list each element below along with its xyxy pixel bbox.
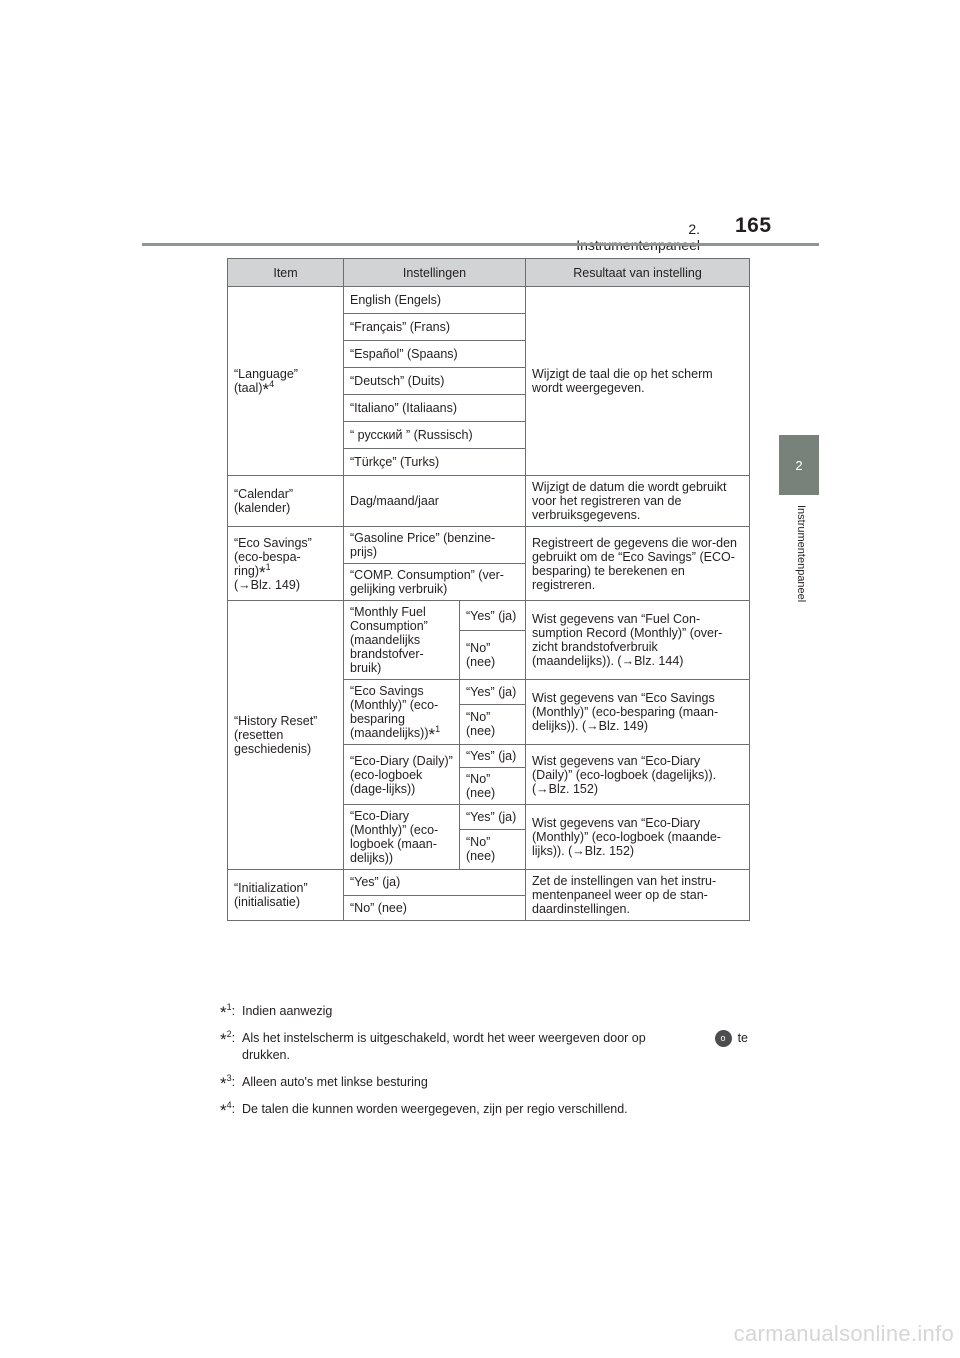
- settings-table: [227, 258, 750, 921]
- setting-no: “No” (nee): [344, 895, 526, 921]
- table-header-row: [228, 259, 750, 287]
- footnote: *$^4$: De talen die kunnen worden weergegeven, zijn per regio verschillend.: [220, 1100, 628, 1121]
- chapter-tab[interactable]: [779, 435, 819, 495]
- table-row: [228, 601, 750, 631]
- item-initialization: “Initialization” (initialisatie): [228, 870, 344, 921]
- table-row: [228, 870, 750, 896]
- setting-option: “Türkçe” (Turks): [344, 449, 526, 476]
- column-header-item: Item: [228, 259, 344, 287]
- setting-no: “No” (nee): [460, 631, 526, 680]
- history-group-name: “Eco-Diary (Daily)” (eco-logboek (dage-lijks)): [344, 745, 460, 805]
- setting-no: “No” (nee): [460, 768, 526, 805]
- page-number: 165: [735, 214, 772, 237]
- setting-option: Dag/maand/jaar: [344, 476, 526, 527]
- setting-option: “Español” (Spaans): [344, 341, 526, 368]
- table-row: [228, 476, 750, 527]
- setting-option: “Italiano” (Italiaans): [344, 395, 526, 422]
- history-group-name: “Eco Savings (Monthly)” (eco-besparing (maandelijks))*$^1$: [344, 680, 460, 745]
- footnote: *$^3$: Alleen auto's met linkse besturing: [220, 1073, 428, 1094]
- column-header-settings: Instellingen: [344, 259, 526, 287]
- item-eco-savings: “Eco Savings” (eco-bespa-ring)*$^1$ (→Blz. 149): [228, 527, 344, 601]
- setting-yes: “Yes” (ja): [344, 870, 526, 896]
- setting-option: “COMP. Consumption” (ver-gelijking verbruik): [344, 564, 526, 601]
- setting-option: “Deutsch” (Duits): [344, 368, 526, 395]
- setting-yes: “Yes” (ja): [460, 601, 526, 631]
- footnote: *$^2$: Als het instelscherm is uitgeschakeld, wordt het weer weergeven door op o te drukken.: [220, 1028, 748, 1063]
- item-language: “Language” (taal)*$^4$: [228, 287, 344, 476]
- setting-no: “No” (nee): [460, 829, 526, 869]
- history-group-result: Wist gegevens van “Fuel Con-sumption Record (Monthly)” (over-zicht brandstofverbruik (maandelijks)). (→Blz. 144): [526, 601, 750, 680]
- history-group-result: Wist gegevens van “Eco-Diary (Monthly)” (eco-logboek (maande-lijks)). (→Blz. 152): [526, 805, 750, 870]
- dial-button-icon: o: [715, 1030, 732, 1047]
- item-calendar: “Calendar” (kalender): [228, 476, 344, 527]
- footnotes: [220, 1003, 748, 1128]
- result-initialization: Zet de instellingen van het instru-mentenpaneel weer op de stan-daardinstellingen.: [526, 870, 750, 921]
- setting-yes: “Yes” (ja): [460, 805, 526, 830]
- column-header-result: Resultaat van instelling: [526, 259, 750, 287]
- history-group-name: “Eco-Diary (Monthly)” (eco-logboek (maan-delijks)): [344, 805, 460, 870]
- history-group-result: Wist gegevens van “Eco Savings (Monthly)” (eco-besparing (maan-delijks)). (→Blz. 149): [526, 680, 750, 745]
- chapter-number: 2: [795, 457, 803, 473]
- result-calendar: Wijzigt de datum die wordt gebruikt voor het registreren van de verbruiksgegevens.: [526, 476, 750, 527]
- table-row: [228, 287, 750, 314]
- setting-yes: “Yes” (ja): [460, 745, 526, 768]
- table-row: [228, 527, 750, 564]
- setting-option: “Gasoline Price” (benzine-prijs): [344, 527, 526, 564]
- setting-no: “No” (nee): [460, 704, 526, 744]
- result-language: Wijzigt de taal die op het scherm wordt weergegeven.: [526, 287, 750, 476]
- setting-option: English (Engels): [344, 287, 526, 314]
- history-group-result: Wist gegevens van “Eco-Diary (Daily)” (eco-logboek (dagelijks)). (→Blz. 152): [526, 745, 750, 805]
- section-title: 2.: [688, 221, 700, 237]
- footnote: *$^1$: Indien aanwezig: [220, 1001, 333, 1022]
- setting-yes: “Yes” (ja): [460, 680, 526, 705]
- history-group-name: “Monthly Fuel Consumption” (maandelijks brandstofver-bruik): [344, 601, 460, 680]
- item-history-reset: “History Reset” (resetten geschiedenis): [228, 601, 344, 870]
- setting-option: “Français” (Frans): [344, 314, 526, 341]
- chapter-tab-label: Instrumentenpaneel: [795, 505, 807, 603]
- watermark: carmanualsonline.info: [733, 1321, 954, 1346]
- setting-option: “ русский ” (Russisch): [344, 422, 526, 449]
- result-eco-savings: Registreert de gegevens die wor-den gebruikt om de “Eco Savings” (ECO-besparing) te berekenen en registreren.: [526, 527, 750, 601]
- header-divider: [142, 243, 819, 246]
